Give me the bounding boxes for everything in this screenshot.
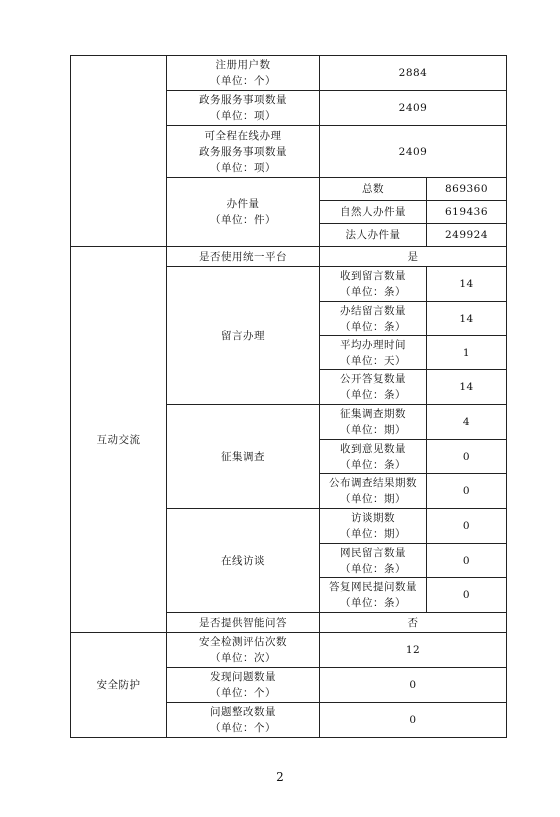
- public-replies-value: 14: [427, 370, 507, 405]
- survey-periods-value: 4: [427, 405, 507, 440]
- avg-time-value: 1: [427, 336, 507, 370]
- survey-group-label: 征集调查: [167, 405, 320, 509]
- interview-periods-value: 0: [427, 509, 507, 544]
- registered-users-label: 注册用户数 （单位：个）: [167, 56, 320, 91]
- issues-fixed-label: 问题整改数量 （单位：个）: [167, 703, 320, 738]
- messages-group-label: 留言办理: [167, 267, 320, 405]
- registered-users-value: 2884: [320, 56, 507, 91]
- online-items-label: 可全程在线办理 政务服务事项数量 （单位：项）: [167, 126, 320, 178]
- issues-found-label: 发现问题数量 （单位：个）: [167, 668, 320, 703]
- issues-fixed-value: 0: [320, 703, 507, 738]
- interview-periods-label: 访谈期数 （单位：期）: [320, 509, 427, 544]
- security-checks-value: 12: [320, 633, 507, 668]
- handled-msgs-label: 办结留言数量 （单位：条）: [320, 302, 427, 336]
- survey-results-value: 0: [427, 474, 507, 509]
- section-label-cell: [71, 56, 167, 247]
- cases-label: 办件量 （单位：件）: [167, 178, 320, 247]
- netizen-msgs-value: 0: [427, 544, 507, 578]
- cases-legal-value: 249924: [427, 224, 507, 247]
- unified-platform-value: 是: [320, 247, 507, 267]
- page-number: 2: [276, 770, 284, 784]
- answered-label: 答复网民提问数量 （单位：条）: [320, 578, 427, 613]
- survey-periods-label: 征集调查期数 （单位：期）: [320, 405, 427, 440]
- cases-natural-label: 自然人办件量: [320, 201, 427, 224]
- cases-total-value: 869360: [427, 178, 507, 201]
- statistics-table: [70, 55, 507, 738]
- service-items-label: 政务服务事项数量 （单位：项）: [167, 91, 320, 126]
- interview-group-label: 在线访谈: [167, 509, 320, 613]
- opinions-value: 0: [427, 440, 507, 474]
- cases-total-label: 总数: [320, 178, 427, 201]
- cases-legal-label: 法人办件量: [320, 224, 427, 247]
- security-section-label: 安全防护: [71, 633, 167, 738]
- interaction-section-label: 互动交流: [71, 247, 167, 633]
- smart-qa-label: 是否提供智能问答: [167, 613, 320, 633]
- cases-natural-value: 619436: [427, 201, 507, 224]
- avg-time-label: 平均办理时间 （单位：天）: [320, 336, 427, 370]
- handled-msgs-value: 14: [427, 302, 507, 336]
- received-msgs-label: 收到留言数量 （单位：条）: [320, 267, 427, 302]
- survey-results-label: 公布调查结果期数 （单位：期）: [320, 474, 427, 509]
- unified-platform-label: 是否使用统一平台: [167, 247, 320, 267]
- table-row: [71, 247, 507, 267]
- online-items-value: 2409: [320, 126, 507, 178]
- table-row: [71, 56, 507, 91]
- service-items-value: 2409: [320, 91, 507, 126]
- security-checks-label: 安全检测评估次数 （单位：次）: [167, 633, 320, 668]
- netizen-msgs-label: 网民留言数量 （单位：条）: [320, 544, 427, 578]
- public-replies-label: 公开答复数量 （单位：条）: [320, 370, 427, 405]
- opinions-label: 收到意见数量 （单位：条）: [320, 440, 427, 474]
- table-row: [71, 633, 507, 668]
- received-msgs-value: 14: [427, 267, 507, 302]
- smart-qa-value: 否: [320, 613, 507, 633]
- issues-found-value: 0: [320, 668, 507, 703]
- answered-value: 0: [427, 578, 507, 613]
